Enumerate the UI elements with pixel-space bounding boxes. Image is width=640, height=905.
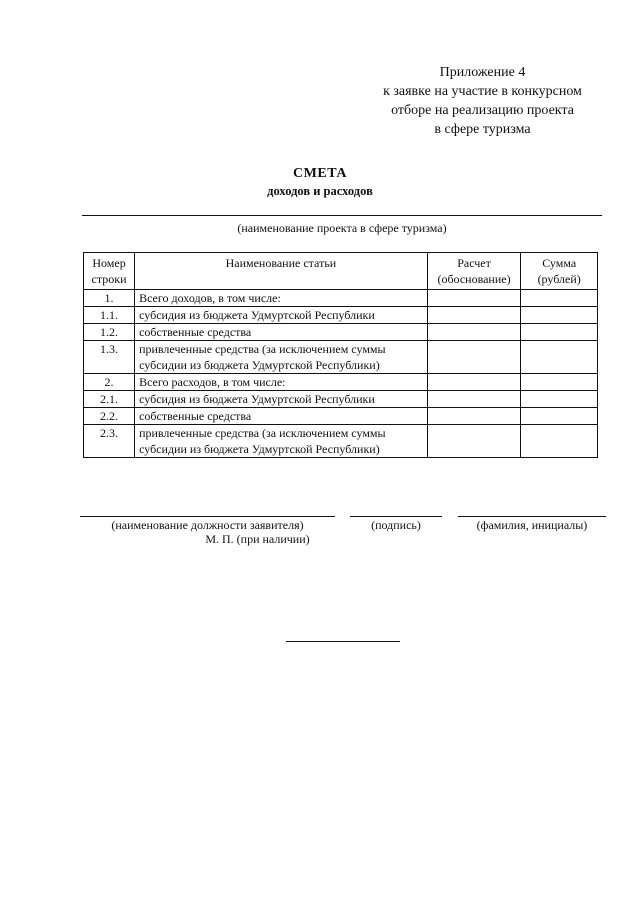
row-item-name: привлеченные средства (за исключением суммы субсидии из бюджета Удмуртской Республики) (135, 425, 428, 458)
row-number: 1. (84, 290, 135, 307)
row-item-name: привлеченные средства (за исключением суммы субсидии из бюджета Удмуртской Республики) (135, 341, 428, 374)
row-item-name: собственные средства (135, 408, 428, 425)
appendix-line-1: Приложение 4 (439, 65, 526, 80)
table-row (84, 324, 598, 341)
position-caption: (наименование должности заявителя) (111, 518, 304, 532)
row-item-name: Всего расходов, в том числе: (135, 374, 428, 391)
row-amount-cell (521, 341, 598, 374)
table-row (84, 425, 598, 458)
row-calculation-cell (427, 307, 521, 324)
row-calculation-cell (427, 290, 521, 307)
row-calculation-cell (427, 341, 521, 374)
document-subtitle: доходов и расходов (267, 184, 373, 198)
header-calculation-1: Расчет (457, 256, 491, 270)
row-number: 1.3. (84, 341, 135, 374)
row-amount-cell (521, 307, 598, 324)
signature-line (350, 516, 442, 517)
appendix-line-2: к заявке на участие в конкурсном (383, 84, 582, 99)
appendix-line-3: отборе на реализацию проекта (391, 103, 574, 118)
header-amount-2: (рублей) (537, 272, 581, 286)
header-item-name: Наименование статьи (135, 253, 428, 290)
appendix-line-4: в сфере туризма (434, 122, 531, 137)
row-item-name: собственные средства (135, 324, 428, 341)
row-number: 2.3. (84, 425, 135, 458)
header-line-number (84, 253, 135, 290)
row-number: 1.1. (84, 307, 135, 324)
project-name-caption: (наименование проекта в сфере туризма) (237, 221, 447, 235)
row-calculation-cell (427, 425, 521, 458)
row-amount-cell (521, 391, 598, 408)
row-calculation-cell (427, 408, 521, 425)
row-item-name: Всего доходов, в том числе: (135, 290, 428, 307)
appendix-heading (355, 63, 610, 139)
table-row (84, 290, 598, 307)
header-calculation (427, 253, 521, 290)
row-amount-cell (521, 290, 598, 307)
row-number: 2.1. (84, 391, 135, 408)
row-item-name: субсидия из бюджета Удмуртской Республики (135, 391, 428, 408)
document-title: СМЕТА (293, 166, 347, 181)
header-calculation-2: (обоснование) (437, 272, 511, 286)
row-number: 1.2. (84, 324, 135, 341)
header-line-number-1: Номер (92, 256, 126, 270)
position-signature-line (80, 516, 335, 517)
name-caption: (фамилия, инициалы) (476, 518, 588, 532)
signature-caption: (подпись) (371, 518, 421, 532)
row-number: 2. (84, 374, 135, 391)
table-row (84, 374, 598, 391)
table-row (84, 391, 598, 408)
header-amount (521, 253, 598, 290)
table-row (84, 307, 598, 324)
footer-separator (286, 641, 400, 642)
estimate-table (83, 252, 598, 458)
header-line-number-2: строки (91, 272, 127, 286)
stamp-caption: М. П. (при наличии) (205, 532, 310, 546)
table-header-row (84, 253, 598, 290)
row-amount-cell (521, 374, 598, 391)
project-name-line (82, 215, 602, 216)
row-amount-cell (521, 408, 598, 425)
row-calculation-cell (427, 374, 521, 391)
row-calculation-cell (427, 391, 521, 408)
table-row (84, 408, 598, 425)
row-calculation-cell (427, 324, 521, 341)
row-amount-cell (521, 425, 598, 458)
header-amount-1: Сумма (542, 256, 577, 270)
row-item-name: субсидия из бюджета Удмуртской Республики (135, 307, 428, 324)
row-number: 2.2. (84, 408, 135, 425)
name-signature-line (458, 516, 606, 517)
row-amount-cell (521, 324, 598, 341)
table-row (84, 341, 598, 374)
